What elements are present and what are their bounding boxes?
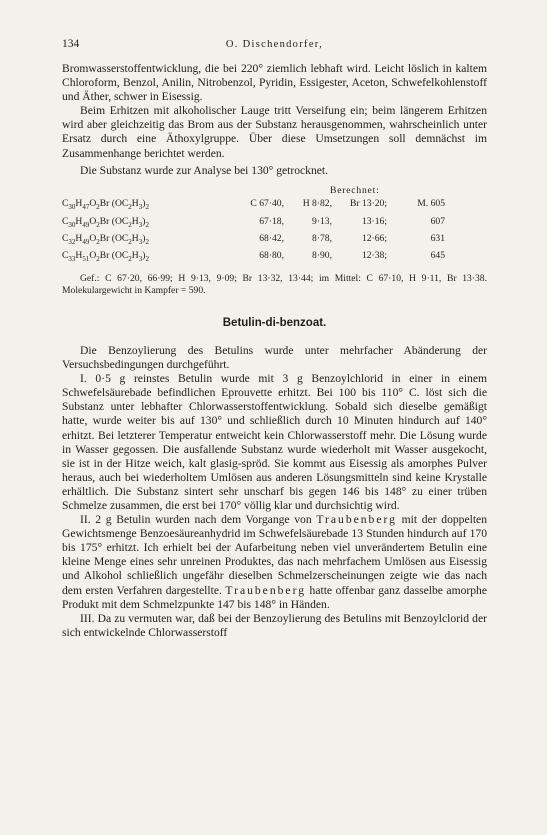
- formula: $C_{30}H_{49}O_2Br$ $(OC_2H_3)_2$: [62, 215, 149, 229]
- carbon-value: 68·80,: [259, 250, 284, 262]
- paragraph: Die Substanz wurde zur Analyse bei 130° getrocknet.: [80, 163, 329, 177]
- table-row: [62, 232, 487, 249]
- hydrogen-value: 8·90,: [312, 250, 332, 262]
- table-row: [62, 249, 487, 266]
- analysis-table: [62, 184, 487, 267]
- carbon-value: 68·42,: [259, 233, 284, 245]
- molar-mass: 645: [430, 250, 445, 262]
- molar-mass: 607: [430, 215, 445, 227]
- page-number: 134: [62, 38, 80, 50]
- author-name: Traubenberg: [225, 583, 307, 597]
- page-header: [62, 38, 487, 52]
- paragraph: III. Da zu vermuten war, daß bei der Benzoylierung des Betulins mit Benzoylclorid der sich entwickelnde Chlorwasserstoff: [62, 611, 487, 639]
- paragraph-text: mit der doppelten Gewichtsmenge Benzoesäureanhydrid im Schwefelsäurebade 13 Stunden hindurch auf 170 bis 175° erhitzt. Ich erhielt bei der Aufarbeitung neben viel unverändertem Betulin eine kleine Menge eines sehr unreinen Produktes, das nach mehrfachem Umlösen aus Eisessig und Alkohol schließlich ungefähr dieselben Schmelzerscheinungen zeigte wie das nach dem ersten Verfahren dargestellte.: [62, 513, 487, 597]
- paragraph-text: II. 2 g Betulin wurden nach dem Vorgange von: [80, 513, 317, 527]
- bromine-value: 12·38;: [361, 250, 387, 262]
- molar-mass: 631: [430, 233, 445, 245]
- bromine-value: Br 13·20;: [349, 198, 387, 210]
- formula: $C_{33}H_{51}O_2Br$ $(OC_2H_3)_2$: [62, 250, 149, 264]
- carbon-value: 67·18,: [259, 215, 284, 227]
- paragraph: [62, 513, 487, 612]
- section-title: Betulin-di-benzoat.: [222, 316, 327, 329]
- bromine-value: 13·16;: [361, 215, 387, 227]
- table-row: [62, 215, 487, 232]
- paragraph: I. 0·5 g reinstes Betulin wurde mit 3 g Benzoylchlorid in einer in einem Schwefelsäurebade befindlichen Eprouvette erhitzt. Bei 100 bis 110° C. löst sich die Substanz unter lebhafter Chlorwasserstoffentwicklung. Sobald sich dieselbe gemäßigt hatte, wurde weiter bis auf 130° und schließlich durch 10 Minuten hindurch auf 140° erhitzt. Bei letzterer Temperatur entweicht kein Chlorwasserstoff mehr. Die Lösung wurde in Wasser gegossen. Die ausfallende Substanz wurde wiederholt mit Wasser ausgekocht, sie ist in der Hitze weich, kalt glasig-spröd. Sie kommt aus Eisessig als amorphes Pulver heraus, auch bei wiederholtem Umlösen aus anderen Lösungsmitteln sind keine Krystalle erhältlich. Die Substanz sintert sehr unscharf bis gegen 146 bis 148° zu einer trüben Schmelze zusammen, die erst bei 170° völlig klar und durchsichtig wird.: [62, 372, 487, 512]
- paragraph-text: hatte offenbar ganz dasselbe amorphe Produkt mit dem Schmelzpunkte 147 bis 148° in Händen.: [62, 583, 487, 611]
- calculated-header: Berechnet:: [330, 184, 380, 196]
- hydrogen-value: 8·78,: [312, 233, 332, 245]
- paragraph: Beim Erhitzen mit alkoholischer Lauge tritt Verseifung ein; beim längerem Erhitzen wird aber gleichzeitig das Brom aus der Substanz herausgenommen, wahrscheinlich unter Ersatz durch eine Äthoxylgruppe. Über diese Umsetzungen soll demnächst im Zusammenhange berichtet werden.: [62, 104, 487, 160]
- table-row: [62, 197, 487, 214]
- running-title: O. Dischendorfer,: [225, 39, 324, 50]
- hydrogen-value: H 8·82,: [302, 198, 332, 210]
- hydrogen-value: 9·13,: [312, 215, 332, 227]
- bromine-value: 12·66;: [361, 233, 387, 245]
- author-name: Traubenberg: [316, 513, 397, 527]
- found-values: Gef.: C 67·20, 66·99; H 9·13, 9·09; Br 13·32, 13·44; im Mittel: C 67·10, H 9·11, Br 13·38. Molekulargewicht in Kampfer = 590.: [62, 272, 487, 297]
- paragraph: Die Benzoylierung des Betulins wurde unter mehrfacher Abänderung der Versuchsbedingungen durchgeführt.: [62, 343, 487, 372]
- paragraph: Bromwasserstoffentwicklung, die bei 220° ziemlich lebhaft wird. Leicht löslich in kaltem Chloroform, Benzol, Anilin, Nitrobenzol, Pyridin, Essigester, Aceton, Schwefelkohlenstoff und Äther, schwer in Eisessig.: [62, 62, 487, 104]
- molar-mass: M. 605: [417, 198, 445, 210]
- carbon-value: C 67·40,: [250, 198, 284, 210]
- page-body: [62, 62, 487, 640]
- formula: $C_{32}H_{49}O_2Br$ $(OC_2H_3)_2$: [62, 233, 149, 246]
- formula: $C_{30}H_{47}O_2Br$ $(OC_2H_3)_2$: [62, 198, 149, 212]
